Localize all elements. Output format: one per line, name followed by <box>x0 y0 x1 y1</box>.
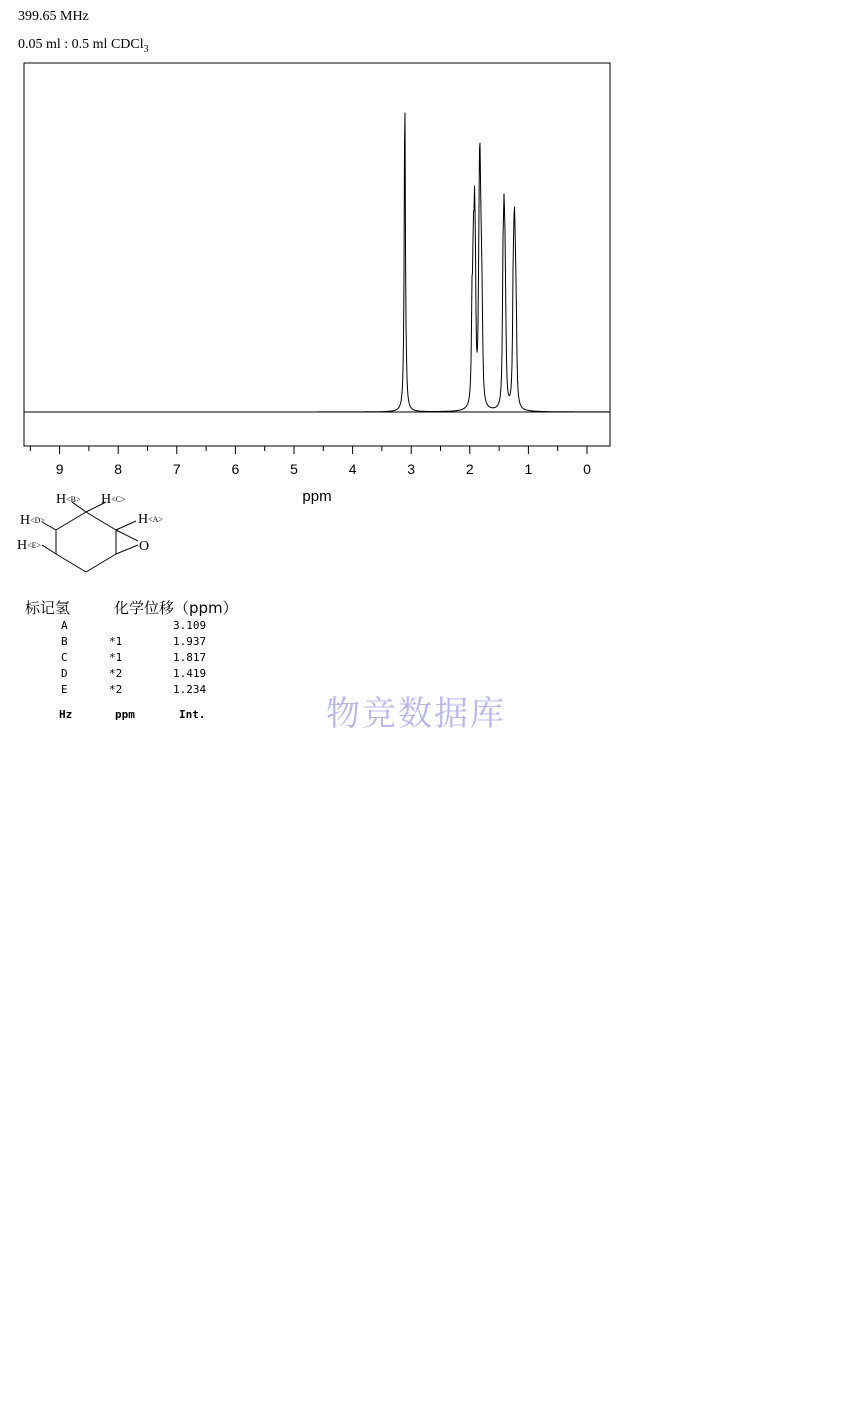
x-tick-label: 3 <box>407 461 416 477</box>
bond <box>86 512 116 530</box>
x-tick-label: 4 <box>348 461 357 477</box>
bond <box>86 554 116 572</box>
x-tick-label: 5 <box>290 461 298 477</box>
x-tick-label: 0 <box>583 461 591 477</box>
atom-label-hc: H<C> <box>101 492 126 507</box>
atom-label-he: H<E> <box>17 538 42 553</box>
h-bond <box>42 545 56 554</box>
atom-label-oxygen: O <box>139 539 150 554</box>
x-tick-label: 7 <box>172 461 181 477</box>
atom-label-hb: H<B> <box>56 492 81 507</box>
molecule-structure <box>0 0 250 590</box>
line-table-header-ppm: ppm <box>115 708 135 721</box>
assignment-header-shift: 化学位移（ppm） <box>114 599 238 617</box>
line-table-header-int: Int. <box>179 708 206 721</box>
bond <box>56 554 86 572</box>
h-bond <box>116 521 136 530</box>
x-tick-label: 9 <box>55 461 64 477</box>
x-axis-label: ppm <box>302 488 332 505</box>
epoxide-bond <box>116 530 138 541</box>
solvent-text: 0.05 ml : 0.5 ml CDCl <box>18 37 144 52</box>
atom-label-ha: H<A> <box>138 512 163 527</box>
spectrometer-frequency: 399.65 MHz <box>18 9 89 24</box>
x-tick-label: 1 <box>524 461 533 477</box>
solvent-subscript: 3 <box>143 43 149 55</box>
x-tick-label: 6 <box>231 461 240 477</box>
bond <box>56 512 86 530</box>
line-table-header-hz: Hz <box>59 708 73 721</box>
watermark: 物竞数据库 <box>326 694 506 734</box>
x-tick-label: 2 <box>465 461 474 477</box>
assignment-header-label: 标记氢 <box>25 599 71 617</box>
x-tick-label: 8 <box>114 461 123 477</box>
epoxide-bond <box>116 545 138 554</box>
atom-label-hd: H<D> <box>20 513 45 528</box>
